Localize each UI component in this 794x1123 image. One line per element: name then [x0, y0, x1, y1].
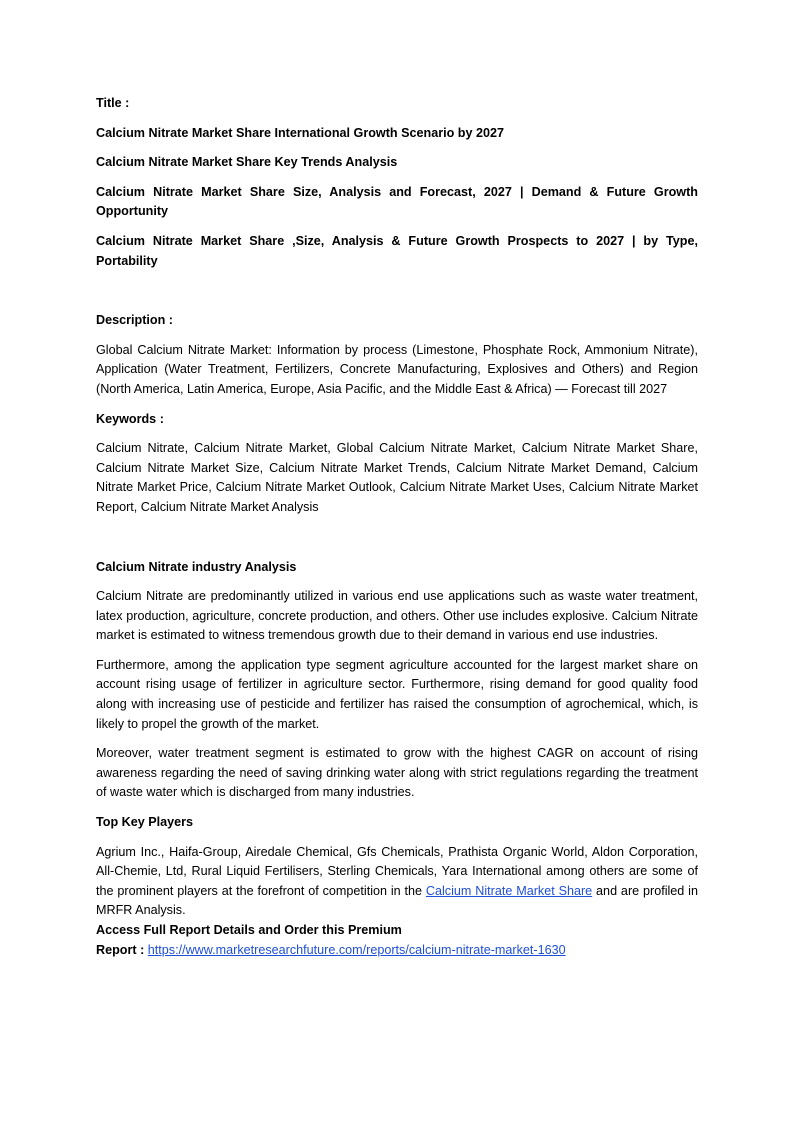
players-text-after: and are profiled in MRFR Analysis. — [96, 883, 698, 918]
access-line: Access Full Report Details and Order this Premium — [96, 923, 402, 937]
report-line — [96, 941, 698, 961]
players-text-before: Agrium Inc., Haifa-Group, Airedale Chemical, Gfs Chemicals, Prathista Organic World, Aldon Corporation, All-Chemie, Ltd, Rural Liquid Fertilisers, Sterling Chemicals, Yara International among others are some of the prominent players at the forefront of competition in the — [96, 844, 698, 898]
players-text — [96, 843, 698, 921]
industry-heading: Calcium Nitrate industry Analysis — [96, 559, 297, 574]
industry-paragraph-1: Calcium Nitrate are predominantly utilized in various end use applications such as waste water treatment, latex production, agriculture, concrete production, and others. Other use includes explosive. Calcium Nitrate market is estimated to witness tremendous growth due to their demand in various end use industries. — [96, 589, 698, 643]
report-label: Report : — [96, 942, 148, 957]
market-share-link[interactable]: Calcium Nitrate Market Share — [425, 883, 593, 898]
industry-paragraph-3: Moreover, water treatment segment is estimated to grow with the highest CAGR on account of rising awareness regarding the need of saving drinking water along with strict regulations regarding the treatment of waste water which is discharged from many industries. — [96, 746, 698, 800]
title-label: Title : — [96, 96, 130, 110]
title-1: Calcium Nitrate Market Share International Growth Scenario by 2027 — [96, 125, 505, 140]
report-url-link[interactable]: https://www.marketresearchfuture.com/reports/calcium-nitrate-market-1630 — [147, 942, 566, 957]
description-text: Global Calcium Nitrate Market: Information by process (Limestone, Phosphate Rock, Ammonium Nitrate), Application (Water Treatment, Fertilizers, Concrete Manufacturing, Explosives and Others) and Region (North America, Latin America, Europe, Asia Pacific, and the Middle East & Africa) — Forecast till 2027 — [96, 342, 698, 396]
title-4: Calcium Nitrate Market Share ,Size, Analysis & Future Growth Prospects to 2027 | by Type, Portability — [96, 233, 698, 268]
description-label: Description : — [96, 313, 173, 328]
title-3: Calcium Nitrate Market Share Size, Analysis and Forecast, 2027 | Demand & Future Growth Opportunity — [96, 184, 698, 219]
title-2: Calcium Nitrate Market Share Key Trends Analysis — [96, 155, 398, 170]
keywords-label: Keywords : — [96, 411, 164, 426]
keywords-text: Calcium Nitrate, Calcium Nitrate Market, Global Calcium Nitrate Market, Calcium Nitrate Market Share, Calcium Nitrate Market Size, Calcium Nitrate Market Trends, Calcium Nitrate Market Demand, Calcium Nitrate Market Price, Calcium Nitrate Market Outlook, Calcium Nitrate Market Uses, Calcium Nitrate Market Report, Calcium Nitrate Market Analysis — [96, 441, 698, 514]
players-heading: Top Key Players — [96, 815, 194, 830]
industry-paragraph-2: Furthermore, among the application type segment agriculture accounted for the largest market share on account rising usage of fertilizer in agriculture sector. Furthermore, rising demand for good quality food along with increasing use of pesticide and fertilizer has raised the consumption of agrochemical, which, is likely to propel the growth of the market. — [96, 657, 698, 731]
document-page — [96, 94, 698, 960]
